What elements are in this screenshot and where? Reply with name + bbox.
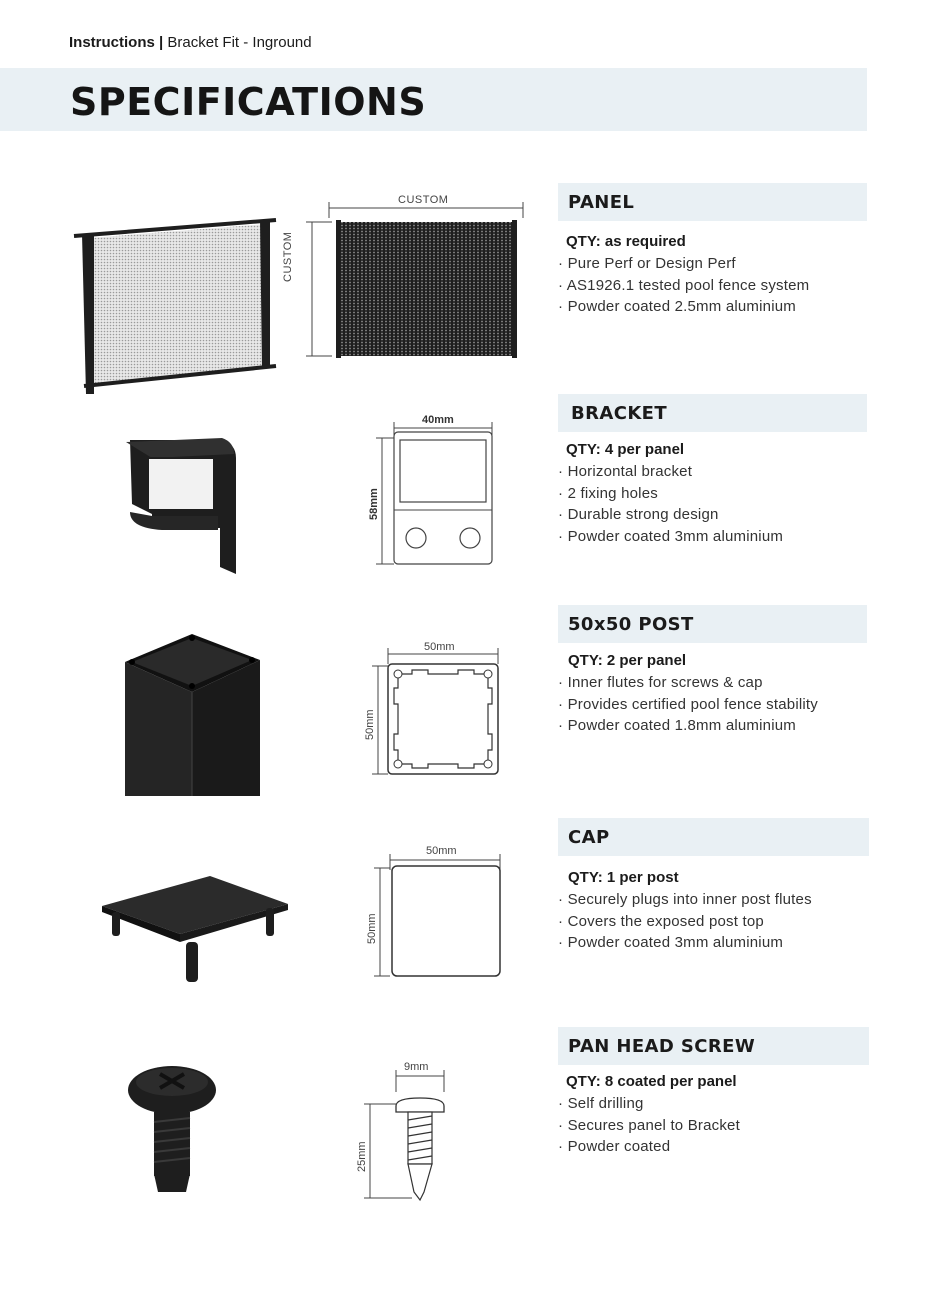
document-subtitle: Bracket Fit - Inground xyxy=(167,34,312,51)
post-name: 50x50 POST xyxy=(568,614,694,635)
bracket-features xyxy=(558,461,783,547)
document-label: Instructions | xyxy=(69,34,164,51)
post-heading xyxy=(558,605,867,643)
post-3d-image xyxy=(120,630,265,800)
list-item: · Powder coated 2.5mm aluminium xyxy=(558,296,809,318)
list-item: · Powder coated xyxy=(558,1136,740,1158)
cap-name: CAP xyxy=(568,827,610,848)
list-item: · Powder coated 3mm aluminium xyxy=(558,932,812,954)
screw-name: PAN HEAD SCREW xyxy=(568,1036,756,1057)
screw-heading xyxy=(558,1027,869,1065)
page-title: SPECIFICATIONS xyxy=(70,80,427,124)
cap-dimension-drawing xyxy=(372,850,512,990)
post-features xyxy=(558,672,818,737)
list-item: · Covers the exposed post top xyxy=(558,911,812,933)
cap-heading xyxy=(558,818,869,856)
screw-dim-width-label: 9mm xyxy=(404,1061,429,1073)
list-item: · Secures panel to Bracket xyxy=(558,1115,740,1137)
cap-dim-height-label: 50mm xyxy=(366,913,378,944)
list-item: · Securely plugs into inner post flutes xyxy=(558,889,812,911)
bracket-3d-image xyxy=(122,432,242,577)
panel-heading xyxy=(558,183,867,221)
screw-features xyxy=(558,1093,740,1158)
bracket-dimension-drawing xyxy=(372,414,512,569)
bracket-heading xyxy=(558,394,867,432)
bracket-dim-width-label: 40mm xyxy=(422,414,454,426)
panel-dim-width-label: CUSTOM xyxy=(398,194,449,206)
post-qty: QTY: 2 per panel xyxy=(568,652,687,669)
screw-qty: QTY: 8 coated per panel xyxy=(566,1073,737,1090)
list-item: · AS1926.1 tested pool fence system xyxy=(558,275,809,297)
list-item: · 2 fixing holes xyxy=(558,483,783,505)
list-item: · Provides certified pool fence stability xyxy=(558,694,818,716)
panel-features xyxy=(558,253,809,318)
list-item: · Durable strong design xyxy=(558,504,783,526)
cap-qty: QTY: 1 per post xyxy=(568,869,679,886)
list-item: · Powder coated 1.8mm aluminium xyxy=(558,715,818,737)
screw-3d-image xyxy=(126,1064,218,1194)
list-item: · Powder coated 3mm aluminium xyxy=(558,526,783,548)
panel-name: PANEL xyxy=(568,192,635,213)
panel-3d-image xyxy=(70,216,280,396)
screw-dim-height-label: 25mm xyxy=(356,1141,368,1172)
cap-features xyxy=(558,889,812,954)
cap-3d-image xyxy=(100,872,290,987)
post-dimension-drawing xyxy=(372,644,512,784)
list-item: · Inner flutes for screws & cap xyxy=(558,672,818,694)
panel-qty: QTY: as required xyxy=(566,233,686,250)
bracket-dim-height-label: 58mm xyxy=(368,488,380,520)
list-item: · Horizontal bracket xyxy=(558,461,783,483)
list-item: · Self drilling xyxy=(558,1093,740,1115)
bracket-qty: QTY: 4 per panel xyxy=(566,441,685,458)
list-item: · Pure Perf or Design Perf xyxy=(558,253,809,275)
screw-dimension-drawing xyxy=(356,1066,456,1206)
bracket-name: BRACKET xyxy=(571,403,668,424)
panel-dimension-drawing xyxy=(296,194,536,364)
post-dim-width-label: 50mm xyxy=(424,641,455,653)
document-header xyxy=(69,34,312,51)
post-dim-height-label: 50mm xyxy=(364,709,376,740)
cap-dim-width-label: 50mm xyxy=(426,845,457,857)
panel-dim-height-label: CUSTOM xyxy=(282,231,294,282)
